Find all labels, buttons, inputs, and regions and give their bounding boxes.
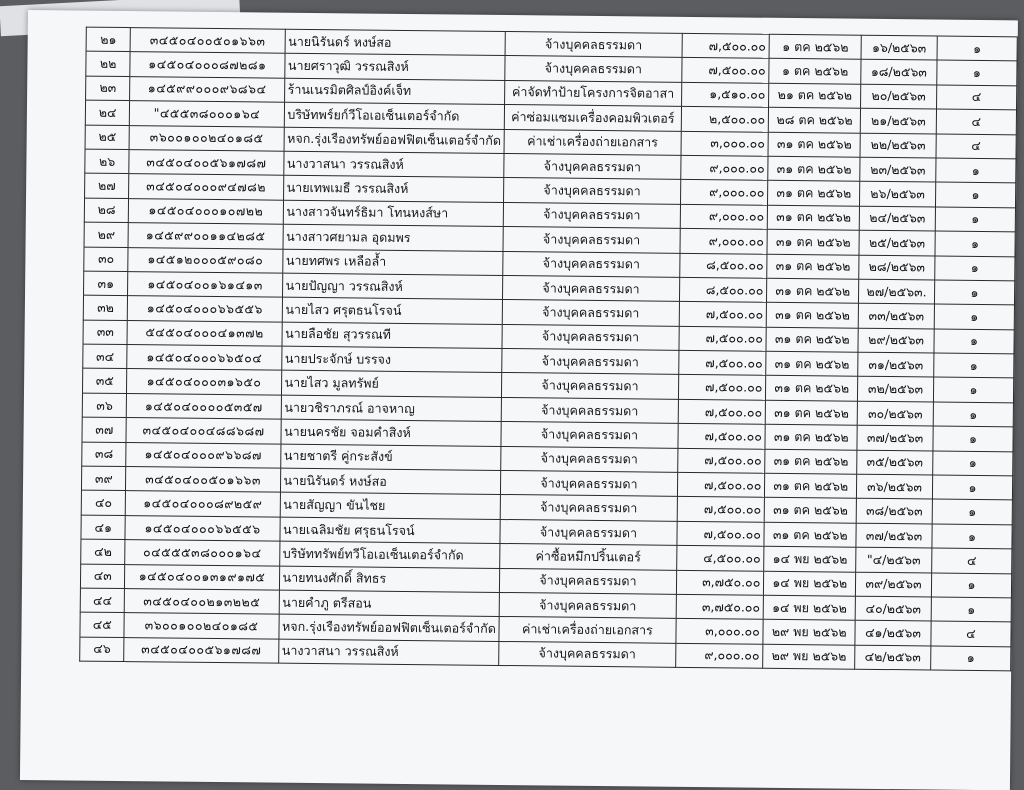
amount-cell: ๓,๗๕๐.๐๐ <box>676 570 764 595</box>
tax-id-cell: ๓๖๐๐๑๐๐๒๔๐๑๘๕ <box>124 613 278 639</box>
description-cell: จ้างบุคคลธรรมดา <box>502 373 678 399</box>
reference-number-cell: ๒๐/๒๕๖๓ <box>861 84 937 109</box>
description-cell: จ้างบุคคลธรรมดา <box>503 275 679 301</box>
description-cell: จ้างบุคคลธรรมดา <box>505 56 681 82</box>
payee-name-cell: บริษัททรัพย์ทวีโอเอเซ็นเตอร์จำกัด <box>279 541 500 568</box>
row-number-cell: ๓๓ <box>83 320 128 345</box>
description-cell: จ้างบุคคลธรรมดา <box>501 471 677 497</box>
row-number-cell: ๓๗ <box>82 417 127 442</box>
date-cell: ๓๑ ตค ๒๕๖๒ <box>765 424 857 449</box>
reference-number-cell: ๓๗/๒๕๖๓ <box>856 523 932 548</box>
payee-name-cell: บริษัทพร์ยก์วีโอเอเซ็นเตอร์จำกัด <box>284 102 505 129</box>
tax-id-cell: ๑๔๕๙๙๐๐๐๙๖๘๖๔ <box>130 76 284 102</box>
tax-id-cell: ๑๔๕๙๙๐๐๑๑๔๒๘๕ <box>128 223 282 249</box>
date-cell: ๓๑ ตค ๒๕๖๒ <box>768 132 860 157</box>
type-code-cell: ๑ <box>934 304 1014 329</box>
type-code-cell: ๑ <box>934 353 1014 378</box>
row-number-cell: ๔๕ <box>80 612 125 637</box>
payee-name-cell: นายประจักษ์ บรรจง <box>281 346 502 373</box>
row-number-cell: ๒๙ <box>84 222 129 247</box>
payee-name-cell: นางสาวศยามล อุดมพร <box>283 224 504 251</box>
description-cell: จ้างบุคคลธรรมดา <box>504 178 680 204</box>
type-code-cell: ๑ <box>934 280 1014 305</box>
amount-cell: ๙,๐๐๐.๐๐ <box>680 204 768 229</box>
tax-id-cell: ๑๔๕๐๔๐๐๐๖๖๕๐๔ <box>127 345 281 371</box>
payee-name-cell: นายลือชัย สุวรรณที <box>282 322 503 349</box>
tax-id-cell: ๑๔๕๑๒๐๐๐๕๙๐๘๐ <box>128 247 282 273</box>
tax-id-cell: ๑๔๕๐๔๐๐๑๓๑๙๑๗๕ <box>125 564 279 590</box>
tax-id-cell: ๑๔๕๐๔๐๐๐๖๖๕๕๖ <box>128 296 282 322</box>
description-cell: จ้างบุคคลธรรมดา <box>503 251 679 277</box>
tax-id-cell: ๓๔๕๐๔๐๐๕๖๑๗๘๗ <box>124 637 278 663</box>
payee-name-cell: นายเทพเมธี วรรณสิงห์ <box>283 176 504 203</box>
row-number-cell: ๔๒ <box>81 539 126 564</box>
type-code-cell: ๑ <box>937 60 1017 85</box>
type-code-cell: ๔ <box>932 548 1012 573</box>
type-code-cell: ๑ <box>933 451 1013 476</box>
reference-number-cell: ๔๑/๒๕๖๓ <box>855 621 931 646</box>
row-number-cell: ๔๐ <box>81 491 126 516</box>
date-cell: ๒๙ พย ๒๕๖๒ <box>763 620 855 645</box>
row-number-cell: ๔๓ <box>80 564 125 589</box>
type-code-cell: ๑ <box>935 256 1015 281</box>
payee-name-cell: หจก.รุ่งเรืองทรัพย์ออฟฟิตเซ็นเตอร์จำกัด <box>284 127 505 154</box>
amount-cell: ๗,๕๐๐.๐๐ <box>681 58 769 83</box>
payee-name-cell: หจก.รุ่งเรืองทรัพย์ออฟฟิตเซ็นเตอร์จำกัด <box>278 615 499 642</box>
date-cell: ๓๑ ตค ๒๕๖๒ <box>767 303 859 328</box>
reference-number-cell: ๓๒/๒๕๖๓ <box>858 377 934 402</box>
row-number-cell: ๒๖ <box>85 149 130 174</box>
amount-cell: ๗,๕๐๐.๐๐ <box>682 33 770 58</box>
description-cell: จ้างบุคคลธรรมดา <box>502 349 678 375</box>
date-cell: ๓๑ ตค ๒๕๖๒ <box>766 327 858 352</box>
date-cell: ๓๑ ตค ๒๕๖๒ <box>768 205 860 230</box>
description-cell: จ้างบุคคลธรรมดา <box>500 568 676 594</box>
reference-number-cell: ๑๖/๒๕๖๓ <box>861 35 937 60</box>
date-cell: ๑๔ พย ๒๕๖๒ <box>764 571 856 596</box>
amount-cell: ๗,๕๐๐.๐๐ <box>677 448 765 473</box>
tax-id-cell: ๑๔๕๐๔๐๐๐๘๗๒๘๑ <box>130 52 284 78</box>
amount-cell: ๑,๕๑๐.๐๐ <box>681 82 769 107</box>
tax-id-cell: ๑๔๕๐๔๐๐๐๘๙๒๕๙ <box>126 491 280 517</box>
tax-id-cell: ๑๔๕๐๔๐๐๐๐๕๓๕๗ <box>127 393 281 419</box>
description-cell: ค่าซื้อหมึกปริ้นเตอร์ <box>500 544 676 570</box>
date-cell: ๓๑ ตค ๒๕๖๒ <box>765 473 857 498</box>
reference-number-cell: ๓๗/๒๕๖๓ <box>857 425 933 450</box>
date-cell: ๓๑ ตค ๒๕๖๒ <box>766 400 858 425</box>
row-number-cell: ๔๑ <box>81 515 126 540</box>
amount-cell: ๗,๕๐๐.๐๐ <box>677 424 765 449</box>
payee-name-cell: ร้านเนรมิตศิลป์อิงค์เจ็ท <box>284 78 505 105</box>
payee-name-cell: นายไสว ศรุตธนโรจน์ <box>282 297 503 324</box>
date-cell: ๑ ตค ๒๕๖๒ <box>769 59 861 84</box>
description-cell: จ้างบุคคลธรรมดา <box>499 592 675 618</box>
payee-name-cell: นายทนงศักดิ์ สิทธร <box>279 566 500 593</box>
document-sheet <box>20 10 1018 790</box>
date-cell: ๓๑ ตค ๒๕๖๒ <box>764 522 856 547</box>
description-cell: จ้างบุคคลธรรมดา <box>501 495 677 521</box>
row-number-cell: ๓๑ <box>84 271 129 296</box>
row-number-cell: ๔๔ <box>80 588 125 613</box>
type-code-cell: ๑ <box>933 377 1013 402</box>
amount-cell: ๙,๐๐๐.๐๐ <box>675 643 763 668</box>
amount-cell: ๙,๐๐๐.๐๐ <box>680 155 768 180</box>
tax-id-cell: ๐๔๕๕๕๓๘๐๐๐๑๖๔ <box>125 540 279 566</box>
tax-id-cell: ๑๔๕๐๔๐๐๐๖๖๕๕๖ <box>125 515 279 541</box>
row-number-cell: ๒๑ <box>86 27 131 52</box>
type-code-cell: ๑ <box>937 36 1017 61</box>
row-number-cell: ๓๔ <box>83 344 128 369</box>
amount-cell: ๗,๕๐๐.๐๐ <box>679 302 767 327</box>
reference-number-cell: ๒๙/๒๕๖๓ <box>858 328 934 353</box>
payee-name-cell: นายศราวุฒิ วรรณสิงห์ <box>284 54 505 81</box>
type-code-cell: ๑ <box>932 524 1012 549</box>
date-cell: ๓๑ ตค ๒๕๖๒ <box>768 156 860 181</box>
tax-id-cell: ๓๔๕๐๔๐๐๕๐๑๖๖๓ <box>126 467 280 493</box>
amount-cell: ๗,๕๐๐.๐๐ <box>678 326 766 351</box>
date-cell: ๒๘ ตค ๒๕๖๒ <box>769 107 861 132</box>
amount-cell: ๘,๕๐๐.๐๐ <box>679 277 767 302</box>
row-number-cell: ๓๒ <box>83 295 128 320</box>
reference-number-cell: ๓๖/๒๕๖๓ <box>857 474 933 499</box>
reference-number-cell: "๔/๒๕๖๓ <box>856 547 932 572</box>
description-cell: จ้างบุคคลธรรมดา <box>501 446 677 472</box>
payee-name-cell: นายสัญญา ขันไชย <box>280 493 501 520</box>
type-code-cell: ๑ <box>931 646 1011 671</box>
description-cell: จ้างบุคคลธรรมดา <box>502 397 678 423</box>
type-code-cell: ๑ <box>933 402 1013 427</box>
date-cell: ๓๑ ตค ๒๕๖๒ <box>767 254 859 279</box>
description-cell: จ้างบุคคลธรรมดา <box>504 153 680 179</box>
description-cell: ค่าเช่าเครื่องถ่ายเอกสาร <box>504 129 680 155</box>
tax-id-cell: ๓๔๕๐๔๐๐๐๙๔๗๘๒ <box>129 174 283 200</box>
row-number-cell: ๓๙ <box>81 466 126 491</box>
tax-id-cell: ๓๖๐๐๑๐๐๒๔๐๑๘๕ <box>129 125 283 151</box>
amount-cell: ๓,๗๕๐.๐๐ <box>676 594 764 619</box>
type-code-cell: ๑ <box>935 231 1015 256</box>
payee-name-cell: นายนิรันดร์ หงษ์สอ <box>285 29 506 56</box>
type-code-cell: ๑ <box>931 597 1011 622</box>
payee-name-cell: นายนครชัย จอมคำสิงห์ <box>280 419 501 446</box>
amount-cell: ๘,๕๐๐.๐๐ <box>679 253 767 278</box>
reference-number-cell: ๓๑/๒๕๖๓ <box>858 352 934 377</box>
tax-id-cell: ๑๔๕๐๔๐๐๐๓๑๖๕๐ <box>127 369 281 395</box>
row-number-cell: ๒๓ <box>86 76 131 101</box>
row-number-cell: ๒๗ <box>85 173 130 198</box>
reference-number-cell: ๒๔/๒๕๖๓ <box>859 206 935 231</box>
tax-id-cell: "๔๕๕๓๘๐๐๐๑๖๔ <box>130 101 284 127</box>
amount-cell: ๗,๕๐๐.๐๐ <box>678 375 766 400</box>
description-cell: ค่าเช่าเครื่องถ่ายเอกสาร <box>499 617 675 643</box>
payment-table <box>79 27 1018 672</box>
amount-cell: ๒,๕๐๐.๐๐ <box>681 107 769 132</box>
payee-name-cell: นายชาตรี คู่กระสังข์ <box>280 444 501 471</box>
reference-number-cell: ๒๑/๒๕๖๓ <box>860 108 936 133</box>
description-cell: ค่าซ่อมแซมเครื่องคอมพิวเตอร์ <box>505 105 681 131</box>
tax-id-cell: ๓๔๕๐๔๐๐๒๑๓๒๒๕ <box>125 589 279 615</box>
amount-cell: ๔,๕๐๐.๐๐ <box>676 546 764 571</box>
tax-id-cell: ๓๔๕๐๔๐๐๕๐๑๖๖๓ <box>130 28 284 54</box>
date-cell: ๑ ตค ๒๕๖๒ <box>769 34 861 59</box>
reference-number-cell: ๑๘/๒๕๖๓ <box>861 60 937 85</box>
tax-id-cell: ๓๔๕๐๔๐๐๔๘๘๖๘๗ <box>126 418 280 444</box>
row-number-cell: ๒๒ <box>86 52 131 77</box>
reference-number-cell: ๒๖/๒๕๖๓ <box>860 182 936 207</box>
reference-number-cell: ๓๘/๒๕๖๓ <box>856 499 932 524</box>
tax-id-cell: ๑๔๕๐๔๐๐๐๑๐๗๒๒ <box>129 198 283 224</box>
tax-id-cell: ๓๔๕๐๔๐๐๕๖๑๗๘๗ <box>129 150 283 176</box>
description-cell: จ้างบุคคลธรรมดา <box>501 422 677 448</box>
row-number-cell: ๒๕ <box>85 125 130 150</box>
reference-number-cell: ๓๓/๒๕๖๓ <box>858 304 934 329</box>
row-number-cell: ๔๖ <box>80 637 125 662</box>
type-code-cell: ๑ <box>932 475 1012 500</box>
type-code-cell: ๔ <box>936 109 1016 134</box>
tax-id-cell: ๕๔๕๐๔๐๐๐๔๑๓๗๒ <box>127 320 281 346</box>
type-code-cell: ๑ <box>935 182 1015 207</box>
reference-number-cell: ๔๐/๒๕๖๓ <box>855 596 931 621</box>
date-cell: ๓๑ ตค ๒๕๖๒ <box>766 351 858 376</box>
type-code-cell: ๑ <box>936 158 1016 183</box>
description-cell: จ้างบุคคลธรรมดา <box>502 324 678 350</box>
reference-number-cell: ๓๕/๒๕๖๓ <box>857 450 933 475</box>
amount-cell: ๗,๕๐๐.๐๐ <box>678 350 766 375</box>
row-number-cell: ๓๕ <box>82 369 127 394</box>
payee-name-cell: นางวาสนา วรรณสิงห์ <box>283 151 504 178</box>
date-cell: ๓๑ ตค ๒๕๖๒ <box>767 278 859 303</box>
date-cell: ๓๑ ตค ๒๕๖๒ <box>768 181 860 206</box>
date-cell: ๓๑ ตค ๒๕๖๒ <box>765 449 857 474</box>
reference-number-cell: ๒๒/๒๕๖๓ <box>860 133 936 158</box>
row-number-cell: ๓๘ <box>82 442 127 467</box>
date-cell: ๓๑ ตค ๒๕๖๒ <box>766 376 858 401</box>
type-code-cell: ๑ <box>935 207 1015 232</box>
payee-name-cell: นายวชิราภรณ์ อาจหาญ <box>281 395 502 422</box>
reference-number-cell: ๒๕/๒๕๖๓ <box>859 230 935 255</box>
date-cell: ๓๑ ตค ๒๕๖๒ <box>765 498 857 523</box>
row-number-cell: ๒๔ <box>85 100 130 125</box>
type-code-cell: ๑ <box>934 329 1014 354</box>
description-cell: ค่าจัดทำป้ายโครงการจิตอาสา <box>505 80 681 106</box>
reference-number-cell: ๒๓/๒๕๖๓ <box>860 157 936 182</box>
type-code-cell: ๔ <box>936 134 1016 159</box>
reference-number-cell: ๓๐/๒๕๖๓ <box>857 401 933 426</box>
description-cell: จ้างบุคคลธรรมดา <box>505 32 681 58</box>
date-cell: ๒๑ ตค ๒๕๖๒ <box>769 83 861 108</box>
row-number-cell: ๓๖ <box>82 393 127 418</box>
amount-cell: ๓,๐๐๐.๐๐ <box>675 619 763 644</box>
date-cell: ๑๔ พย ๒๕๖๒ <box>764 546 856 571</box>
tax-id-cell: ๑๔๕๐๔๐๐๑๖๑๔๑๓ <box>128 271 282 297</box>
type-code-cell: ๔ <box>931 621 1011 646</box>
row-number-cell: ๓๐ <box>84 247 129 272</box>
payee-name-cell: นางสาวจันทร์ธิมา โทนหงส์ษา <box>283 200 504 227</box>
type-code-cell: ๔ <box>936 85 1016 110</box>
date-cell: ๓๑ ตค ๒๕๖๒ <box>767 229 859 254</box>
description-cell: จ้างบุคคลธรรมดา <box>504 202 680 228</box>
amount-cell: ๗,๕๐๐.๐๐ <box>676 521 764 546</box>
tax-id-cell: ๑๔๕๐๔๐๐๐๙๖๖๘๗ <box>126 442 280 468</box>
payee-name-cell: นายไสว มูลทรัพย์ <box>281 371 502 398</box>
amount-cell: ๗,๕๐๐.๐๐ <box>678 399 766 424</box>
description-cell: จ้างบุคคลธรรมดา <box>499 641 675 667</box>
description-cell: จ้างบุคคลธรรมดา <box>500 519 676 545</box>
payee-name-cell: นายทศพร เหลือล้ำ <box>282 249 503 276</box>
row-number-cell: ๒๘ <box>84 198 129 223</box>
reference-number-cell: ๒๘/๒๕๖๓ <box>859 255 935 280</box>
reference-number-cell: ๔๒/๒๕๖๓ <box>855 645 931 670</box>
payee-name-cell: นายคำภู ตรีสอน <box>279 590 500 617</box>
type-code-cell: ๑ <box>932 499 1012 524</box>
type-code-cell: ๑ <box>933 426 1013 451</box>
payee-name-cell: นางวาสนา วรรณสิงห์ <box>278 639 499 666</box>
reference-number-cell: ๓๙/๒๕๖๓ <box>856 572 932 597</box>
description-cell: จ้างบุคคลธรรมดา <box>503 300 679 326</box>
amount-cell: ๓,๐๐๐.๐๐ <box>681 131 769 156</box>
payee-name-cell: นายปัญญา วรรณสิงห์ <box>282 273 503 300</box>
payee-name-cell: นายนิรันดร์ หงษ์สอ <box>280 468 501 495</box>
date-cell: ๑๔ พย ๒๕๖๒ <box>763 595 855 620</box>
table-body <box>80 27 1018 671</box>
amount-cell: ๙,๐๐๐.๐๐ <box>679 228 767 253</box>
date-cell: ๒๙ พย ๒๕๖๒ <box>763 644 855 669</box>
reference-number-cell: ๒๗/๒๕๖๓. <box>859 279 935 304</box>
amount-cell: ๗,๕๐๐.๐๐ <box>677 472 765 497</box>
amount-cell: ๙,๐๐๐.๐๐ <box>680 180 768 205</box>
amount-cell: ๗,๕๐๐.๐๐ <box>677 497 765 522</box>
description-cell: จ้างบุคคลธรรมดา <box>503 227 679 253</box>
payee-name-cell: นายเฉลิมชัย ศรุธนโรจน์ <box>279 517 500 544</box>
type-code-cell: ๑ <box>931 573 1011 598</box>
